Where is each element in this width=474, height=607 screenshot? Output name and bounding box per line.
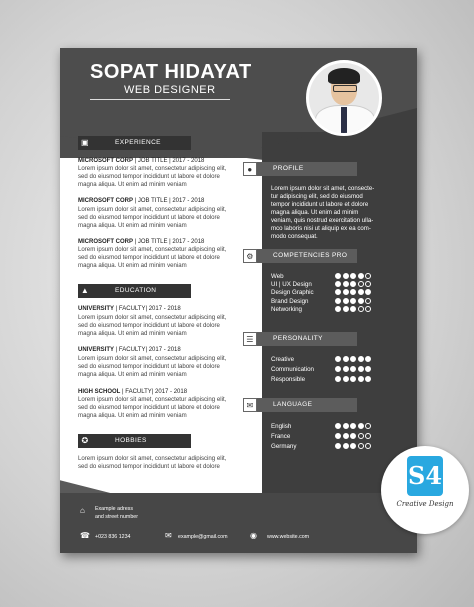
rating-dot [358,443,364,449]
competency-label: Networking [271,305,302,313]
rating-dot [350,433,356,439]
experience-description: Lorem ipsum dolor sit amet, consectetur adipiscing elit, sed do eiusmod tempor incididunt ut labore et dolore magna aliqua. Ut enim ad minim veniam [78,246,227,269]
candidate-role: WEB DESIGNER [124,84,216,96]
rating-dot [365,298,371,304]
candidate-name: SOPAT HIDAYAT [90,61,252,83]
personality-label: Responsible [271,376,306,383]
rating-dot [343,281,349,287]
speech-bubble-icon: ✉ [243,398,257,412]
rating-dot [335,423,341,429]
rating-dot [343,443,349,449]
email-icon: ✉ [165,531,172,540]
rating-dot [358,423,364,429]
rating-dot [365,356,371,362]
competency-rating [335,298,373,305]
education-description: Lorem ipsum dolor sit amet, consectetur adipiscing elit, sed do eiusmod tempor incididunt ut labore et dolore magna aliqua. Ut enim ad minim veniam [78,314,227,337]
language-label: English [271,423,292,430]
competency-row [271,289,381,297]
experience-description: Lorem ipsum dolor sit amet, consectetur adipiscing elit, sed do eiusmod tempor incididunt ut labore et dolore magna aliqua. Ut enim ad minim veniam [78,165,227,188]
experience-description: Lorem ipsum dolor sit amet, consectetur adipiscing elit, sed do eiusmod tempor incididunt ut labore et dolore magna aliqua. Ut enim ad minim veniam [78,206,227,229]
education-heading: ▲ EDUCATION [78,284,191,298]
address-line-2: and street number [95,514,138,520]
rating-dot [358,306,364,312]
rating-dot [358,281,364,287]
rating-dot [358,289,364,295]
rating-dot [358,433,364,439]
rating-dot [350,366,356,372]
language-rating [335,433,373,440]
competency-rating [335,281,373,288]
language-label: Germany [271,443,297,450]
rating-dot [365,433,371,439]
competency-label: Web [271,273,284,280]
graduation-cap-icon: ▲ [78,284,92,298]
competency-rating [335,273,373,280]
rating-dot [343,376,349,382]
rating-dot [343,433,349,439]
rating-dot [350,306,356,312]
rating-dot [343,273,349,279]
personality-row [271,356,381,364]
experience-heading: ▣ EXPERIENCE [78,136,191,150]
education-description: Lorem ipsum dolor sit amet, consectetur adipiscing elit, sed do eiusmod tempor incididunt ut labore et dolore magna aliqua. Ut enim ad minim veniam [78,355,227,378]
role-divider [90,99,230,100]
personality-row [271,376,381,384]
personality-label: Communication [271,366,314,373]
rating-dot [365,366,371,372]
competency-rating [335,306,373,313]
language-label: France [271,433,291,440]
puzzle-icon: ✪ [78,434,92,448]
personality-rating [335,376,373,383]
address-line-1: Example adress [95,506,133,512]
language-row [271,433,381,441]
profile-heading: ● PROFILE [243,162,357,176]
language-rating [335,443,373,450]
user-icon: ● [243,162,257,176]
rating-dot [358,356,364,362]
competency-label: Brand Design [271,297,309,305]
phone-number: +023 836 1234 [95,534,131,540]
rating-dot [350,376,356,382]
gear-icon: ⚙ [243,249,257,263]
education-title: HIGH SCHOOL | FACULTY| 2017 - 2018 [78,389,188,395]
rating-dot [365,273,371,279]
education-description: Lorem ipsum dolor sit amet, consectetur adipiscing elit, sed do eiusmod tempor incididunt ut labore et dolore magna aliqua. Ut enim ad minim veniam [78,396,227,419]
rating-dot [335,443,341,449]
home-icon: ⌂ [80,506,85,515]
competency-row [271,273,381,281]
rating-dot [358,273,364,279]
rating-dot [335,433,341,439]
education-title: UNIVERSITY | FACULTY| 2017 - 2018 [78,347,181,353]
personality-row [271,366,381,374]
rating-dot [335,356,341,362]
rating-dot [350,423,356,429]
briefcase-icon: ▣ [78,136,92,150]
rating-dot [365,306,371,312]
rating-dot [335,366,341,372]
competency-row [271,281,381,289]
rating-dot [358,376,364,382]
people-icon: ☰ [243,332,257,346]
competency-label: UI | UX Design [271,281,312,289]
competency-row [271,298,381,306]
rating-dot [350,289,356,295]
rating-dot [335,273,341,279]
language-row [271,423,381,431]
rating-dot [350,443,356,449]
competency-row [271,306,381,314]
personality-heading: ☰ PERSONALITY [243,332,357,346]
education-title: UNIVERSITY | FACULTY| 2017 - 2018 [78,306,181,312]
website-url[interactable]: www.website.com [267,534,310,540]
logo-mark: S4 [407,456,443,496]
personality-label: Creative [271,356,295,363]
footer-band [60,493,417,553]
rating-dot [365,281,371,287]
resume-page [60,48,417,553]
rating-dot [350,298,356,304]
rating-dot [335,289,341,295]
rating-dot [343,289,349,295]
profile-text: Lorem ipsum dolor sit amet, consecte- tur adipiscing elit, sed do eiusmod tempor incididunt ut labore et dolore magna aliqua. Ut enim ad minim veniam, quis nostrud exercitation ulla- mco laboris nisi ut aliquip ex ea com- modo consequat. [271,185,375,240]
globe-icon: ◉ [250,531,257,540]
experience-title: MICROSOFT CORP | JOB TITLE | 2017 - 2018 [78,158,205,164]
rating-dot [335,376,341,382]
rating-dot [350,281,356,287]
rating-dot [335,306,341,312]
personality-rating [335,366,373,373]
competency-label: Design Graphic [271,289,314,297]
rating-dot [365,423,371,429]
language-row [271,443,381,451]
rating-dot [343,298,349,304]
logo-tagline: Creative Design [396,500,454,508]
rating-dot [350,356,356,362]
competency-rating [335,289,373,296]
competencies-heading: ⚙ COMPETENCIES PRO [243,249,357,263]
rating-dot [350,273,356,279]
language-heading: ✉ LANGUAGE [243,398,357,412]
personality-rating [335,356,373,363]
rating-dot [343,306,349,312]
profile-photo [306,60,382,136]
rating-dot [365,289,371,295]
rating-dot [358,298,364,304]
creative-design-logo [381,446,469,534]
experience-title: MICROSOFT CORP | JOB TITLE | 2017 - 2018 [78,198,205,204]
rating-dot [365,376,371,382]
rating-dot [358,366,364,372]
experience-title: MICROSOFT CORP | JOB TITLE | 2017 - 2018 [78,239,205,245]
email-address[interactable]: example@gmail.com [178,534,228,540]
hobbies-heading: ✪ HOBBIES [78,434,191,448]
rating-dot [343,423,349,429]
language-rating [335,423,373,430]
rating-dot [343,356,349,362]
hobbies-description: Lorem ipsum dolor sit amet, consectetur adipiscing elit, sed do eiusmod tempor incididunt ut labore et dolore [78,455,227,470]
rating-dot [335,281,341,287]
rating-dot [365,443,371,449]
rating-dot [335,298,341,304]
rating-dot [343,366,349,372]
phone-icon: ☎ [80,531,90,540]
